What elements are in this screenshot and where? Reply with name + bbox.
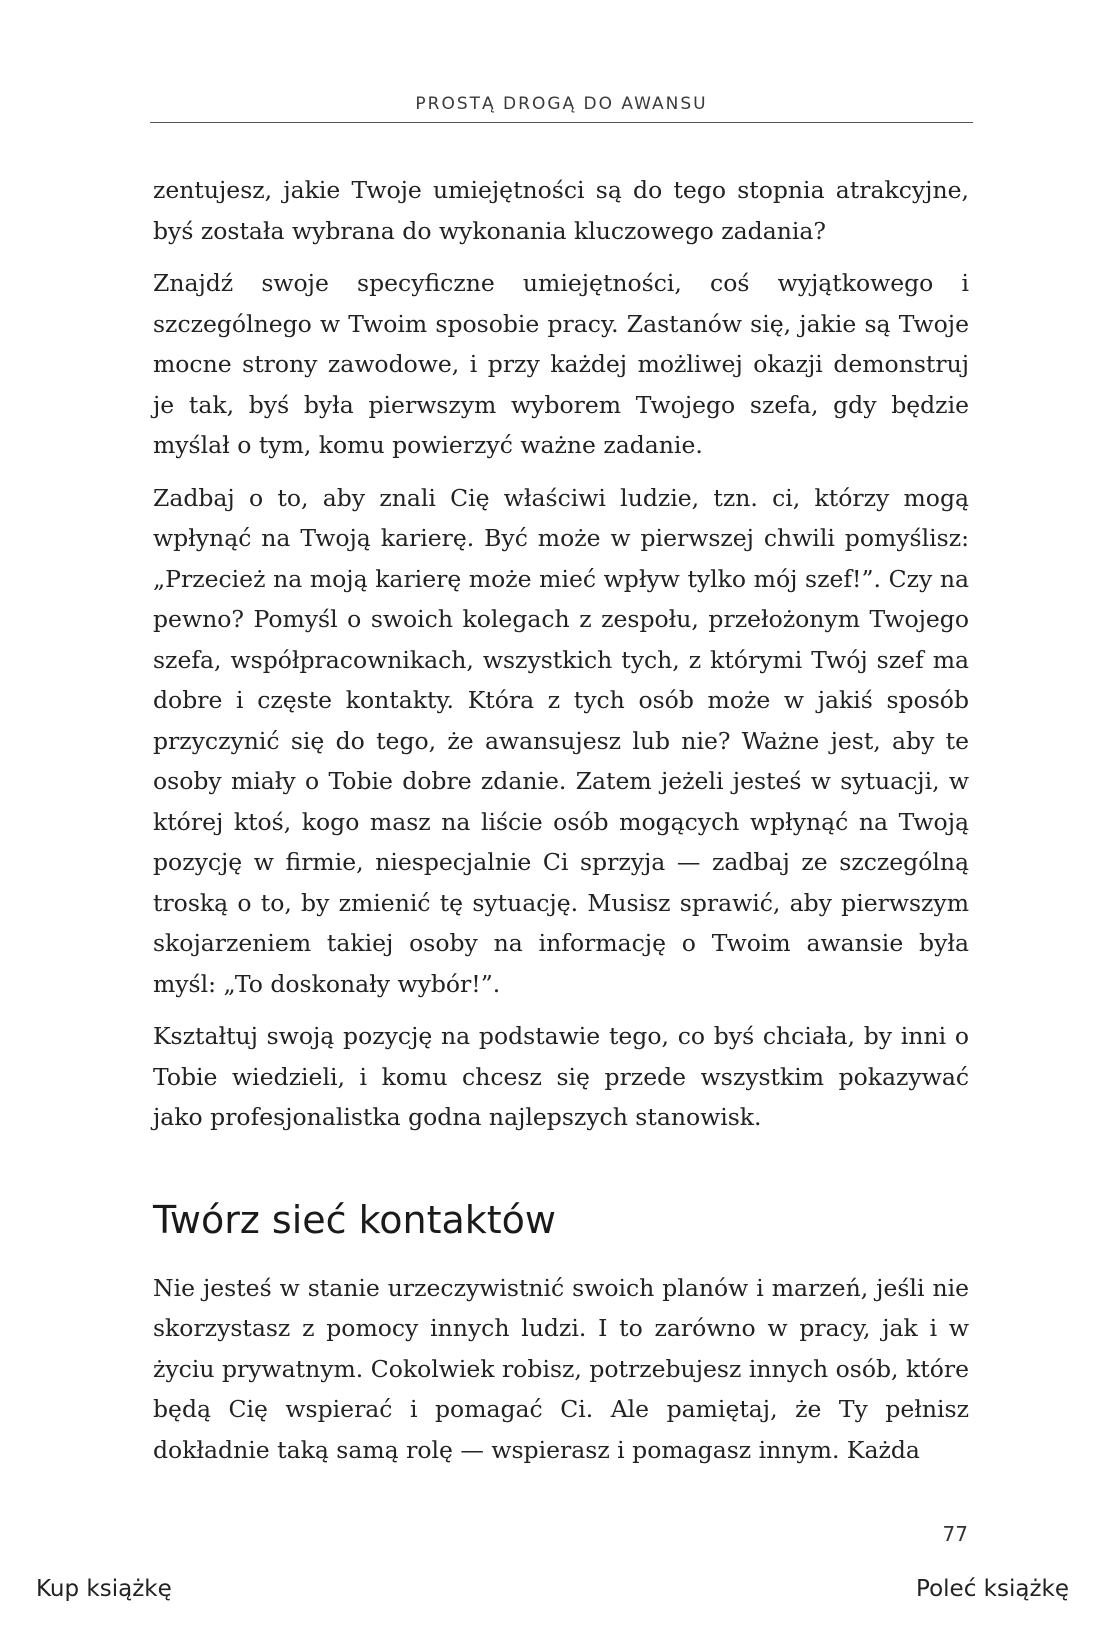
- running-header: PROSTĄ DROGĄ DO AWANSU: [415, 94, 708, 114]
- recommend-book-link[interactable]: Poleć książkę: [916, 1576, 1069, 1602]
- body-paragraph: zentujesz, jakie Twoje umiejętności są do tego stopnia atrakcyjne, byś została wybrana do wykonania kluczowego zadania?: [153, 176, 969, 245]
- body-paragraph: Znajdź swoje specyficzne umiejętności, coś wyjątkowego i szczególnego w Twoim sposobie pracy. Zastanów się, jakie są Twoje mocne strony zawodowe, i przy każdej możliwej okazji demonstruj je tak, byś była pierwszym wyborem Twojego szefa, gdy będzie myślał o tym, komu powierzyć ważne zadanie.: [153, 269, 969, 459]
- page-body: [153, 170, 969, 1482]
- body-paragraph: Zadbaj o to, aby znali Cię właściwi ludzie, tzn. ci, którzy mogą wpłynąć na Twoją karierę. Być może w pierwszej chwili pomyślisz: „Przecież na moją karierę może mieć wpływ tylko mój szef!”. Czy na pewno? Pomyśl o swoich kolegach z zespołu, przełożonym Twojego szefa, współpracownikach, wszystkich tych, z którymi Twój szef ma dobre i częste kontakty. Która z tych osób może w jakiś sposób przyczynić się do tego, że awansujesz lub nie? Ważne jest, aby te osoby miały o Tobie dobre zdanie. Zatem jeżeli jesteś w sytuacji, w której ktoś, kogo masz na liście osób mogących wpłynąć na Twoją pozycję w firmie, niespecjalnie Ci sprzyja — zadbaj ze szczególną troską o to, by zmienić tę sytuację. Musisz sprawić, aby pierwszym skojarzeniem takiej osoby na informację o Twoim awansie była myśl: „To doskonały wybór!”.: [153, 483, 969, 998]
- buy-book-link[interactable]: Kup książkę: [36, 1576, 172, 1602]
- page-number: 77: [942, 1522, 968, 1546]
- header-divider: [150, 122, 973, 123]
- body-paragraph: Nie jesteś w stanie urzeczywistnić swoich planów i marzeń, jeśli nie skorzystasz z pomocy innych ludzi. I to zarówno w pracy, jak i w życiu prywatnym. Cokolwiek robisz, potrzebujesz innych osób, które będą Cię wspierać i pomagać Ci. Ale pamiętaj, że Ty pełnisz dokładnie taką samą rolę — wspierasz i pomagasz innym. Każda: [153, 1273, 969, 1464]
- section-heading: Twórz sieć kontaktów: [153, 1197, 557, 1242]
- body-paragraph: Kształtuj swoją pozycję na podstawie tego, co byś chciała, by inni o Tobie wiedzieli, i komu chcesz się przede wszystkim pokazywać jako profesjonalistka godna najlepszych stanowisk.: [153, 1022, 969, 1131]
